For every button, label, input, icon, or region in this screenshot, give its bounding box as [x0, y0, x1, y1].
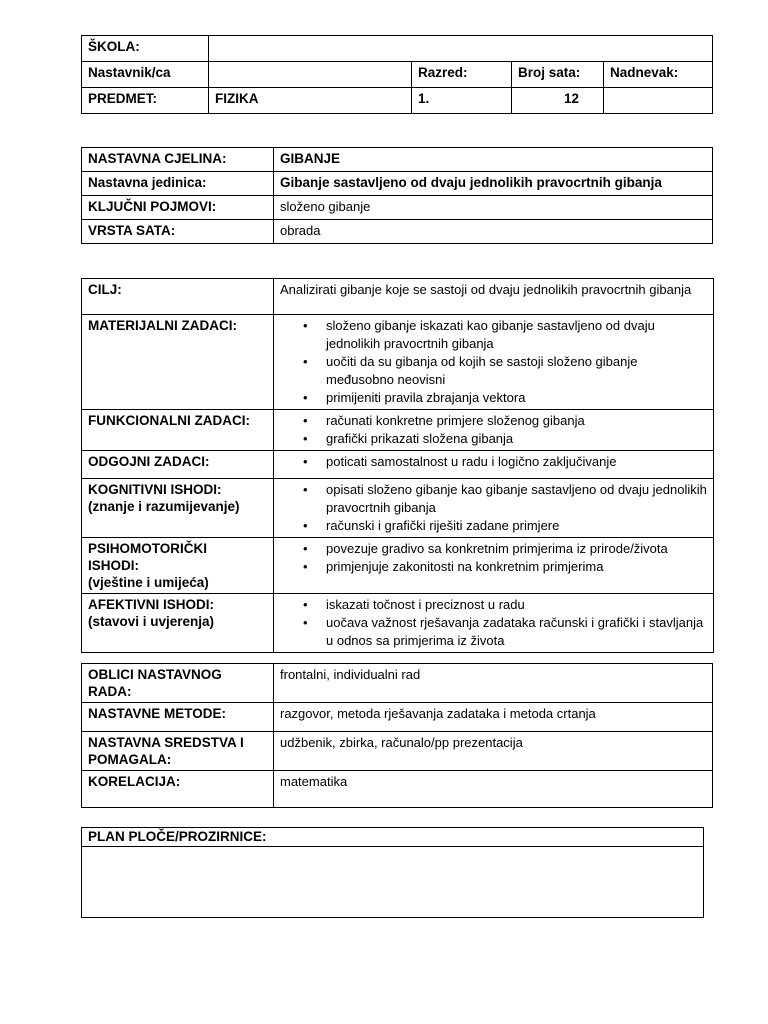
odgojni-cell — [274, 451, 714, 479]
kognitivni-label-line: (znanje i razumijevanje) — [88, 499, 240, 514]
kognitivni-cell — [274, 479, 714, 538]
psihomotoricki-label-line: ISHODI: — [88, 558, 140, 573]
broj-sata-label: Broj sata: — [512, 62, 604, 88]
vrsta-label: VRSTA SATA: — [82, 220, 274, 244]
nadnevak-label: Nadnevak: — [604, 62, 713, 88]
predmet-value: FIZIKA — [209, 88, 412, 114]
vrsta-value: obrada — [274, 220, 713, 244]
materijalni-cell — [274, 315, 714, 410]
broj-sata-value: 12 — [512, 88, 604, 114]
predmet-label: PREDMET: — [82, 88, 209, 114]
list-item: • uočava važnost rješavanja zadataka računski i grafički i stavljanja u odnos sa primjerima iz života — [326, 614, 707, 650]
korelacija-label: KORELACIJA: — [82, 771, 274, 808]
list-item: • grafički prikazati složena gibanja — [326, 430, 707, 448]
skola-value — [209, 36, 713, 62]
jedinica-label: Nastavna jedinica: — [82, 172, 274, 196]
korelacija-value: matematika — [274, 771, 713, 808]
nastavnik-label: Nastavnik/ca — [82, 62, 209, 88]
kognitivni-list — [280, 481, 707, 535]
psihomotoricki-cell — [274, 538, 714, 594]
list-item: • opisati složeno gibanje kao gibanje sastavljeno od dvaju jednolikih pravocrtnih gibanja — [326, 481, 707, 517]
psihomotoricki-label-line: (vještine i umijeća) — [88, 575, 209, 590]
list-item: • primjenjuje zakonitosti na konkretnim primjerima — [326, 558, 707, 576]
sredstva-value: udžbenik, zbirka, računalo/pp prezentacija — [274, 732, 713, 771]
sredstva-label — [82, 732, 274, 771]
list-item: • složeno gibanje iskazati kao gibanje sastavljeno od dvaju jednolikih pravocrtnih gibanja — [326, 317, 707, 353]
kognitivni-label-line: KOGNITIVNI ISHODI: — [88, 482, 222, 497]
list-item: • uočiti da su gibanja od kojih se sastoji složeno gibanje međusobno neovisni — [326, 353, 707, 389]
plan-label: PLAN PLOČE/PROZIRNICE: — [82, 828, 704, 847]
funkcionalni-list — [280, 412, 707, 448]
unit-table — [81, 147, 713, 244]
psihomotoricki-list — [280, 540, 707, 576]
psihomotoricki-label — [82, 538, 274, 594]
methods-table — [81, 663, 713, 808]
metode-label: NASTAVNE METODE: — [82, 703, 274, 732]
afektivni-label — [82, 594, 274, 653]
razred-label: Razred: — [412, 62, 512, 88]
list-item: • računati konkretne primjere složenog gibanja — [326, 412, 707, 430]
cjelina-value: GIBANJE — [274, 148, 713, 172]
nadnevak-value — [604, 88, 713, 114]
afektivni-label-line: (stavovi i uvjerenja) — [88, 614, 215, 629]
afektivni-cell — [274, 594, 714, 653]
jedinica-value: Gibanje sastavljeno od dvaju jednolikih pravocrtnih gibanja — [274, 172, 713, 196]
nastavnik-value — [209, 62, 412, 88]
list-item: • računski i grafički riješiti zadane primjere — [326, 517, 707, 535]
materijalni-label: MATERIJALNI ZADACI: — [82, 315, 274, 410]
plan-area[interactable] — [82, 847, 704, 918]
plan-table — [81, 827, 704, 918]
cilj-value: Analizirati gibanje koje se sastoji od dvaju jednolikih pravocrtnih gibanja — [274, 279, 714, 315]
goals-table — [81, 278, 714, 653]
sredstva-label-line: POMAGALA: — [88, 752, 172, 767]
funkcionalni-label: FUNKCIONALNI ZADACI: — [82, 410, 274, 451]
pojmovi-value: složeno gibanje — [274, 196, 713, 220]
funkcionalni-cell — [274, 410, 714, 451]
cilj-label: CILJ: — [82, 279, 274, 315]
sredstva-label-line: NASTAVNA SREDSTVA I — [88, 735, 244, 750]
oblici-value: frontalni, individualni rad — [274, 664, 713, 703]
pojmovi-label: KLJUČNI POJMOVI: — [82, 196, 274, 220]
list-item: • poticati samostalnost u radu i logično zaključivanje — [326, 453, 707, 471]
header-table — [81, 35, 713, 114]
list-item: • primijeniti pravila zbrajanja vektora — [326, 389, 707, 407]
materijalni-list — [280, 317, 707, 407]
afektivni-list — [280, 596, 707, 650]
list-item: • iskazati točnost i preciznost u radu — [326, 596, 707, 614]
odgojni-list — [280, 453, 707, 471]
cjelina-label: NASTAVNA CJELINA: — [82, 148, 274, 172]
skola-label: ŠKOLA: — [82, 36, 209, 62]
kognitivni-label — [82, 479, 274, 538]
list-item: • povezuje gradivo sa konkretnim primjerima iz prirode/života — [326, 540, 707, 558]
metode-value: razgovor, metoda rješavanja zadataka i metoda crtanja — [274, 703, 713, 732]
afektivni-label-line: AFEKTIVNI ISHODI: — [88, 597, 215, 612]
razred-value: 1. — [412, 88, 512, 114]
odgojni-label: ODGOJNI ZADACI: — [82, 451, 274, 479]
oblici-label: OBLICI NASTAVNOG RADA: — [82, 664, 274, 703]
psihomotoricki-label-line: PSIHOMOTORIČKI — [88, 541, 208, 556]
